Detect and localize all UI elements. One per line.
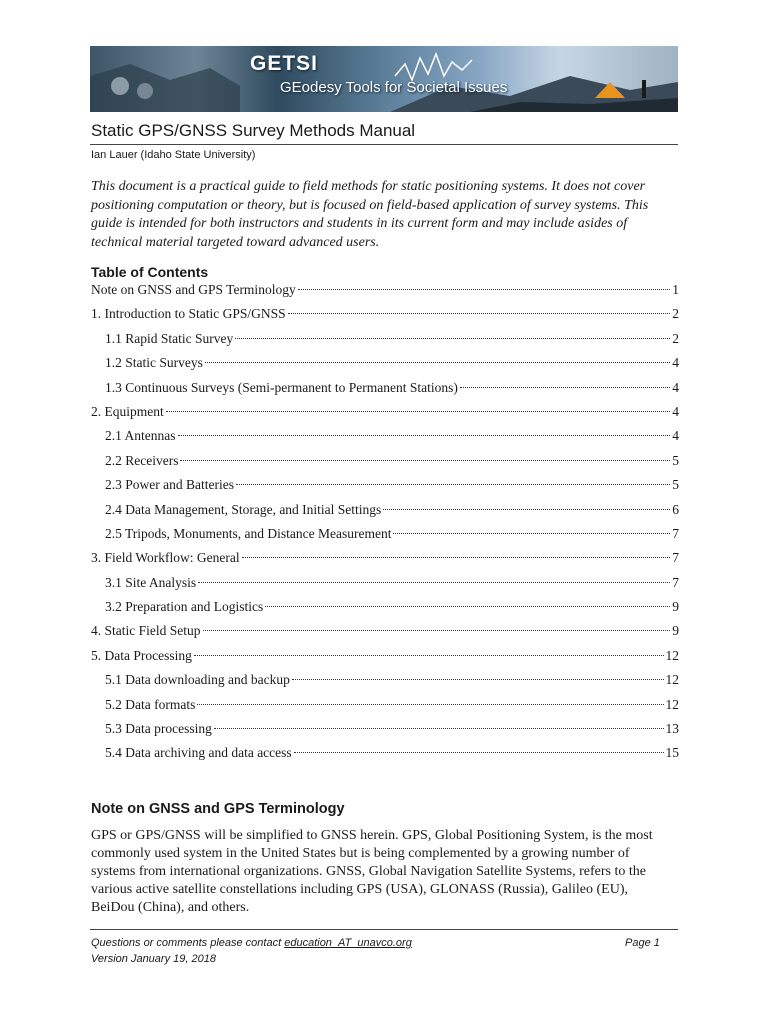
footer-divider: [90, 929, 678, 930]
toc-entry-page: 4: [672, 355, 679, 371]
toc-entry-page: 15: [665, 745, 679, 761]
header-banner: [90, 46, 678, 112]
toc-entry-label: 3. Field Workflow: General: [91, 550, 240, 566]
toc-leader-dots: [166, 411, 671, 412]
person-icon: [642, 80, 646, 98]
toc-entry-label: 1.3 Continuous Surveys (Semi-permanent to Permanent Stations): [105, 379, 458, 395]
toc-entry[interactable]: [91, 697, 679, 721]
toc-entry-page: 2: [672, 306, 679, 322]
toc-leader-dots: [460, 387, 670, 388]
toc-entry[interactable]: [91, 355, 679, 379]
toc-entry[interactable]: [91, 502, 679, 526]
footer-contact: [91, 937, 412, 949]
toc-entry[interactable]: [91, 306, 679, 330]
toc-heading: Table of Contents: [91, 264, 209, 280]
section-heading: Note on GNSS and GPS Terminology: [91, 801, 345, 817]
toc-entry-label: 5.1 Data downloading and backup: [105, 672, 290, 688]
toc-entry-label: 4. Static Field Setup: [91, 623, 201, 639]
toc-entry-page: 12: [665, 672, 679, 688]
toc-entry[interactable]: [91, 526, 679, 550]
toc-entry-page: 9: [672, 623, 679, 639]
toc-leader-dots: [203, 630, 671, 631]
toc-leader-dots: [393, 533, 670, 534]
toc-entry[interactable]: [91, 599, 679, 623]
toc-entry-label: 2. Equipment: [91, 403, 164, 419]
toc-entry-label: 2.4 Data Management, Storage, and Initial Settings: [105, 501, 382, 517]
toc-leader-dots: [194, 655, 664, 656]
toc-entry[interactable]: [91, 282, 679, 306]
toc-leader-dots: [298, 289, 671, 290]
toc-entry-page: 2: [672, 330, 679, 346]
logo-title: GETSI: [250, 52, 319, 75]
toc-leader-dots: [180, 460, 670, 461]
toc-leader-dots: [288, 313, 671, 314]
toc-entry[interactable]: [91, 428, 679, 452]
toc-entry-page: 7: [672, 550, 679, 566]
toc-leader-dots: [197, 704, 663, 705]
toc-entry-label: 2.2 Receivers: [105, 452, 179, 468]
toc-leader-dots: [292, 679, 664, 680]
footer-page-number: Page 1: [625, 937, 660, 949]
toc-leader-dots: [236, 484, 670, 485]
toc-entry-label: 2.1 Antennas: [105, 428, 176, 444]
document-title: Static GPS/GNSS Survey Methods Manual: [91, 121, 416, 140]
toc-entry-page: 5: [672, 477, 679, 493]
toc-entry-page: 12: [665, 696, 679, 712]
section-body: GPS or GPS/GNSS will be simplified to GNSS herein. GPS, Global Positioning System, is the most commonly used system in the United States but is being complemented by a growing number of systems from international organizations. GNSS, Global Navigation Satellite Systems, refers to the various active satellite constellations including GPS (USA), GLONASS (Russia), Galileo (EU), BeiDou (China), and others.: [91, 828, 653, 915]
toc-entry-label: 5. Data Processing: [91, 647, 192, 663]
author-line: Ian Lauer (Idaho State University): [91, 149, 256, 161]
toc-leader-dots: [198, 582, 670, 583]
toc-entry-page: 7: [672, 574, 679, 590]
toc-entry[interactable]: [91, 331, 679, 355]
footer-version: Version January 19, 2018: [91, 953, 216, 965]
intro-paragraph: This document is a practical guide to field methods for static positioning systems. It does not cover positioning computation or theory, but is focused on field-based application of survey systems. This guide is intended for both instructors and students in its current form and may include asides of technical material targeted toward advanced users.: [91, 179, 649, 250]
toc-entry[interactable]: [91, 404, 679, 428]
toc-entry-label: 5.3 Data processing: [105, 721, 212, 737]
toc-leader-dots: [235, 338, 670, 339]
logo-subtitle: GEodesy Tools for Societal Issues: [280, 79, 508, 96]
toc-entry-page: 1: [672, 282, 679, 297]
toc-entry[interactable]: [91, 672, 679, 696]
toc-leader-dots: [214, 728, 664, 729]
toc-entry-label: 1.1 Rapid Static Survey: [105, 330, 234, 346]
toc-entry[interactable]: [91, 550, 679, 574]
footer-contact-prefix: Questions or comments please contact: [91, 937, 282, 949]
toc-entry[interactable]: [91, 575, 679, 599]
toc-entry-page: 13: [665, 721, 679, 737]
toc-entry-label: 5.2 Data formats: [105, 696, 196, 712]
toc-leader-dots: [178, 435, 671, 436]
toc-leader-dots: [265, 606, 670, 607]
toc-leader-dots: [205, 362, 670, 363]
seismogram-icon: [395, 54, 472, 80]
toc-entry-page: 7: [672, 525, 679, 541]
toc-leader-dots: [294, 752, 664, 753]
toc-entry[interactable]: [91, 648, 679, 672]
toc-entry-page: 6: [672, 501, 679, 517]
toc-entry[interactable]: [91, 477, 679, 501]
toc-entry[interactable]: [91, 623, 679, 647]
toc-entry-label: Note on GNSS and GPS Terminology: [91, 282, 296, 297]
toc-entry[interactable]: [91, 721, 679, 745]
toc-entry[interactable]: [91, 380, 679, 404]
contact-email-link[interactable]: education_AT_unavco.org: [284, 937, 412, 949]
toc-leader-dots: [242, 557, 671, 558]
toc-entry[interactable]: [91, 745, 679, 769]
toc-entry-label: 1. Introduction to Static GPS/GNSS: [91, 306, 286, 322]
toc-entry-label: 2.5 Tripods, Monuments, and Distance Measurement: [105, 525, 392, 541]
toc-entry-page: 5: [672, 452, 679, 468]
toc-entry-label: 3.2 Preparation and Logistics: [105, 599, 264, 615]
toc-entry-label: 2.3 Power and Batteries: [105, 477, 234, 493]
toc-entry-page: 4: [672, 428, 679, 444]
toc-entry-label: 5.4 Data archiving and data access: [105, 745, 292, 761]
title-divider: [90, 144, 678, 145]
table-of-contents: [91, 282, 679, 770]
toc-entry[interactable]: [91, 453, 679, 477]
toc-entry-label: 3.1 Site Analysis: [105, 574, 197, 590]
toc-entry-page: 12: [665, 647, 679, 663]
toc-leader-dots: [383, 509, 670, 510]
toc-entry-page: 9: [672, 599, 679, 615]
toc-entry-page: 4: [672, 379, 679, 395]
toc-entry-label: 1.2 Static Surveys: [105, 355, 203, 371]
toc-entry-page: 4: [672, 403, 679, 419]
